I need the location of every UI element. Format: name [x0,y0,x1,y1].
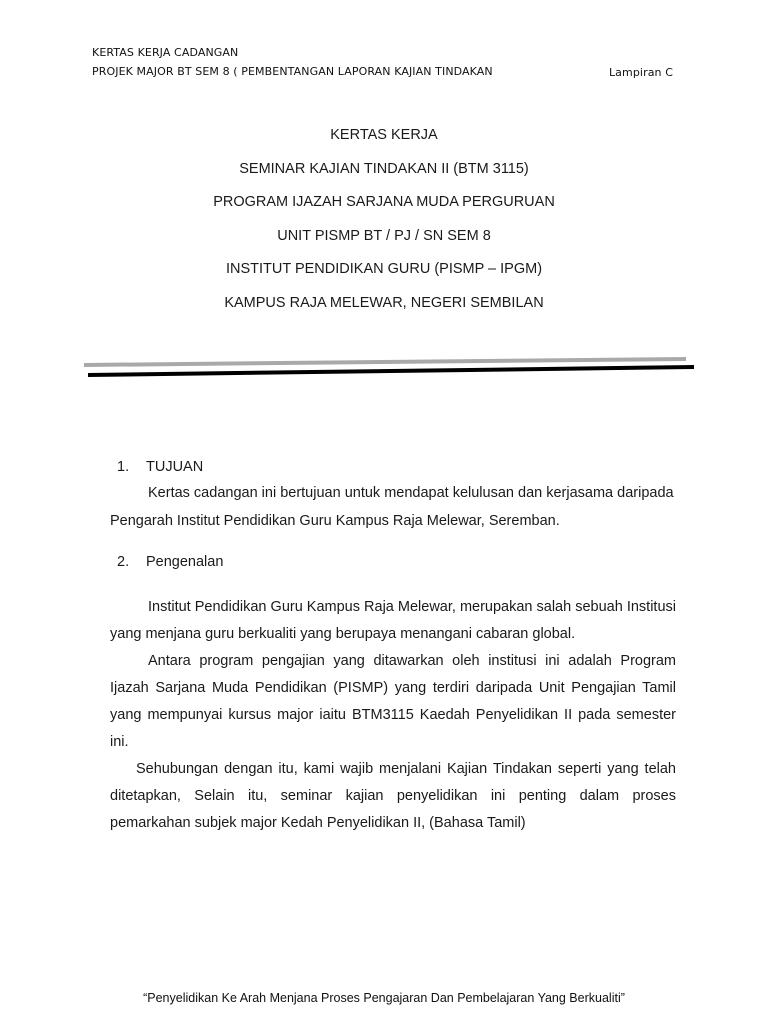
section-title: Pengenalan [146,554,224,570]
header-title: KERTAS KERJA CADANGAN [92,46,239,59]
section-heading [110,554,676,570]
footer-quote: “Penyelidikan Ke Arah Menjana Proses Pengajaran Dan Pembelajaran Yang Berkualiti” [143,991,625,1005]
title-line: KAMPUS RAJA MELEWAR, NEGERI SEMBILAN [224,294,544,311]
double-rule-graphic [80,350,700,380]
divider-rule [80,350,700,380]
section-pengenalan [110,554,676,837]
title-line: KERTAS KERJA [330,127,438,143]
section-paragraph: Kertas cadangan ini bertujuan untuk mendapat kelulusan dan kerjasama daripada Pengarah Institut Pendidikan Guru Kampus Raja Melewar, Seremban. [110,485,674,529]
section-paragraph: Sehubungan dengan itu, kami wajib menjalani Kajian Tindakan seperti yang telah ditetapkan, Selain itu, seminar kajian penyelidikan ini penting dalam proses pemarkahan subjek major Kedah Penyelidikan II, (Bahasa Tamil) [110,761,676,831]
black-rule-line [88,367,694,375]
title-line: PROGRAM IJAZAH SARJANA MUDA PERGURUAN [213,194,555,211]
section-number: 2. [117,554,130,570]
section-body [110,594,676,837]
title-line: UNIT PISMP BT / PJ / SN SEM 8 [277,227,491,244]
section-paragraph: Institut Pendidikan Guru Kampus Raja Melewar, merupakan salah sebuah Institusi yang menjana guru berkualiti yang berupaya menangani cabaran global. [110,599,676,642]
section-paragraph: Antara program pengajian yang ditawarkan oleh institusi ini adalah Program Ijazah Sarjana Muda Pendidikan (PISMP) yang terdiri daripada Unit Pengajian Tamil yang mempunyai kursus major iaitu BTM3115 Kaedah Penyelidikan II pada semester ini. [110,653,676,750]
section-number: 1. [117,459,130,475]
grey-rule-line [84,359,686,365]
section-title: TUJUAN [146,459,204,475]
section-tujuan [110,459,676,535]
title-line: SEMINAR KAJIAN TINDAKAN II (BTM 3115) [239,160,529,177]
title-block [0,124,768,326]
attachment-label: Lampiran C [608,66,673,79]
section-heading [110,459,676,475]
header-subtitle: PROJEK MAJOR BT SEM 8 ( PEMBENTANGAN LAPORAN KAJIAN TINDAKAN [92,65,493,78]
title-line: INSTITUT PENDIDIKAN GURU (PISMP – IPGM) [225,261,543,278]
